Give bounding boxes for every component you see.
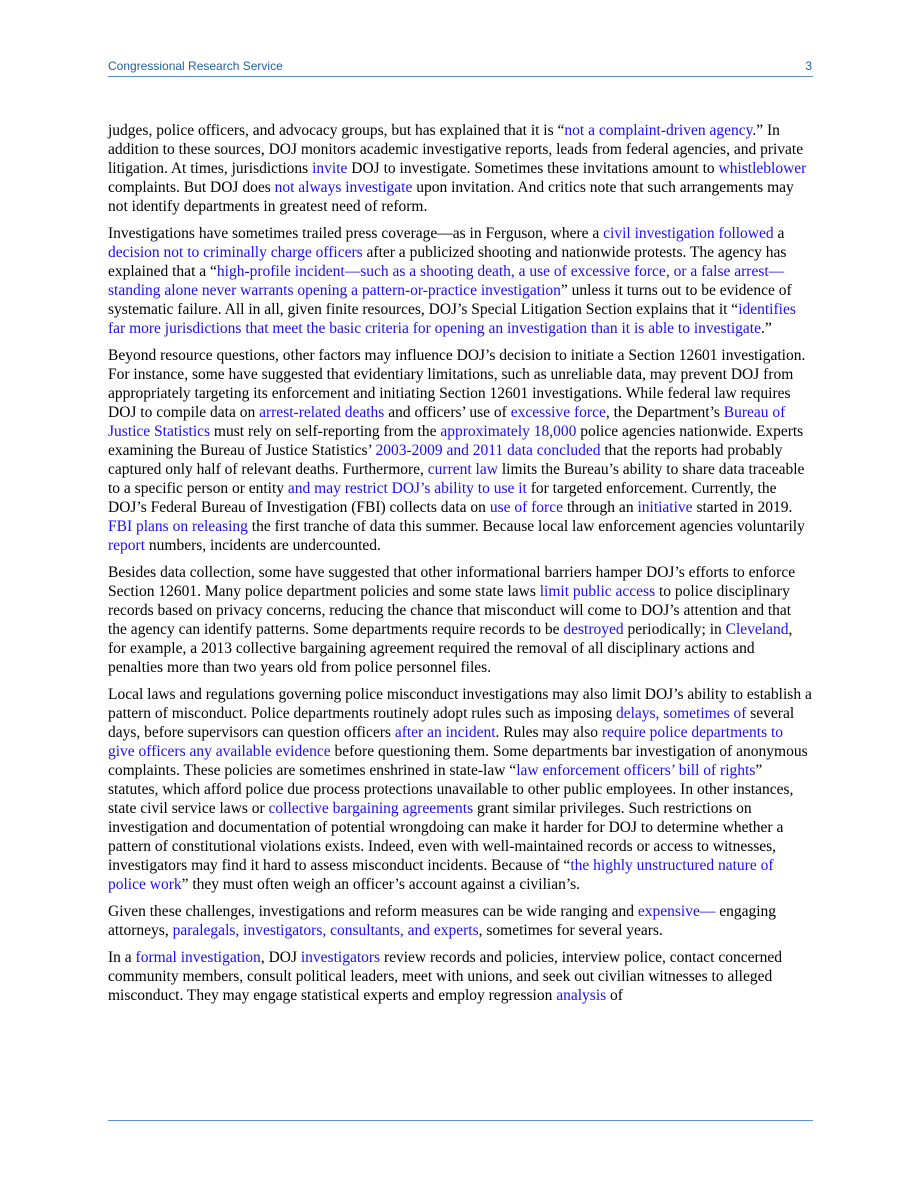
inline-link[interactable]: Cleveland	[725, 621, 789, 638]
page-number: 3	[805, 59, 812, 73]
text-run: engaging attorneys,	[108, 903, 777, 939]
text-run: , sometimes for several years.	[478, 922, 663, 939]
text-run: upon invitation. And critics note that such arrangements may not identify departments in greatest need of reform.	[108, 179, 794, 215]
inline-link[interactable]: FBI plans on releasing	[108, 518, 248, 535]
header-publisher: Congressional Research Service	[108, 59, 283, 73]
text-run: numbers, incidents are undercounted.	[145, 537, 381, 554]
inline-link[interactable]: report	[108, 537, 146, 554]
inline-link[interactable]: whistleblower	[718, 160, 807, 177]
body-paragraph	[108, 902, 813, 940]
text-run: .”	[760, 320, 772, 337]
text-run: before questioning them. Some departments bar investigation of anonymous complaints. These policies are sometimes enshrined in state-law “	[108, 743, 808, 779]
document-body	[108, 121, 813, 1013]
inline-link[interactable]: Bureau of Justice Statistics	[108, 404, 786, 440]
text-run: limits the Bureau’s ability to share data traceable to a specific person or entity	[108, 461, 805, 497]
text-run: and officers’ use of	[384, 404, 511, 421]
inline-link[interactable]: paralegals, investigators, consultants, and experts	[172, 922, 479, 939]
text-run: periodically; in	[623, 621, 726, 638]
text-run: several days, before supervisors can question officers	[108, 705, 795, 741]
text-run: ” unless it turns out to be evidence of systematic failure. All in all, given finite resources, DOJ’s Special Litigation Section explains that it “	[108, 282, 792, 318]
inline-link[interactable]: and may restrict DOJ’s ability to use it	[287, 480, 527, 497]
inline-link[interactable]: approximately 18,000	[440, 423, 577, 440]
inline-link[interactable]: 2003-2009 and 2011 data concluded	[375, 442, 601, 459]
inline-link[interactable]: arrest-related deaths	[259, 404, 385, 421]
inline-link[interactable]: law enforcement officers’ bill of rights	[516, 762, 756, 779]
text-run: for targeted enforcement. Currently, the DOJ’s Federal Bureau of Investigation (FBI) collects data on	[108, 480, 777, 516]
inline-link[interactable]: investigators	[300, 949, 381, 966]
inline-link[interactable]: collective bargaining agreements	[268, 800, 474, 817]
text-run: ” they must often weigh an officer’s account against a civilian’s.	[181, 876, 581, 893]
body-paragraph	[108, 563, 813, 677]
text-run: grant similar privileges. Such restrictions on investigation and documentation of potential wrongdoing can make it harder for DOJ to determine whether a pattern of constitutional violations exists. Indeed, even with well-maintained records or access to witnesses, investigators may find it hard to assess misconduct incidents. Because of “	[108, 800, 784, 874]
text-run: , DOJ	[260, 949, 301, 966]
body-paragraph	[108, 948, 813, 1005]
text-run: , the Department’s	[605, 404, 724, 421]
inline-link[interactable]: excessive force	[510, 404, 606, 421]
text-run: Local laws and regulations governing police misconduct investigations may also limit DOJ’s ability to establish a pattern of misconduct. Police departments routinely adopt rules such as imposing	[108, 686, 812, 722]
inline-link[interactable]: high-profile incident—such as a shooting death, a use of excessive force, or a false arrest—standing alone never warrants opening a pattern-or-practice investigation	[108, 263, 785, 299]
text-run: must rely on self-reporting from the	[210, 423, 441, 440]
text-run: .” In addition to these sources, DOJ monitors academic investigative reports, leads from federal agencies, and private litigation. At times, jurisdictions	[108, 122, 804, 177]
inline-link[interactable]: limit public access	[539, 583, 656, 600]
inline-link[interactable]: current law	[427, 461, 498, 478]
inline-link[interactable]: use of force	[489, 499, 563, 516]
inline-link[interactable]: expensive—	[637, 903, 716, 920]
inline-link[interactable]: initiative	[637, 499, 693, 516]
inline-link[interactable]: delays, sometimes of	[615, 705, 747, 722]
text-run: police agencies nationwide. Experts examining the Bureau of Justice Statistics’	[108, 423, 804, 459]
text-run: after a publicized shooting and nationwide protests. The agency has explained that a “	[108, 244, 787, 280]
body-paragraph	[108, 224, 813, 338]
text-run: complaints. But DOJ does	[108, 179, 275, 196]
body-paragraph	[108, 346, 813, 555]
text-run: In a	[108, 949, 136, 966]
text-run: to police disciplinary records based on privacy concerns, reducing the chance that misconduct will come to DOJ’s attention and that the agency can identify patterns. Some departments require records to be	[108, 583, 792, 638]
inline-link[interactable]: formal investigation	[135, 949, 261, 966]
text-run: Given these challenges, investigations and reform measures can be wide ranging and	[108, 903, 638, 920]
text-run: . Rules may also	[495, 724, 602, 741]
header-divider	[108, 76, 813, 77]
body-paragraph	[108, 121, 813, 216]
inline-link[interactable]: civil investigation followed	[603, 225, 774, 242]
inline-link[interactable]: decision not to criminally charge officers	[108, 244, 363, 261]
text-run: that the reports had probably captured only half of relevant deaths. Furthermore,	[108, 442, 783, 478]
text-run: DOJ to investigate. Sometimes these invitations amount to	[347, 160, 719, 177]
inline-link[interactable]: destroyed	[563, 621, 624, 638]
text-run: of	[606, 987, 623, 1004]
inline-link[interactable]: after an incident	[394, 724, 496, 741]
inline-link[interactable]: analysis	[556, 987, 607, 1004]
inline-link[interactable]: not always investigate	[274, 179, 413, 196]
inline-link[interactable]: identifies far more jurisdictions that meet the basic criteria for opening an investigation than it is able to investigate	[108, 301, 796, 337]
text-run: , for example, a 2013 collective bargaining agreement required the removal of all disciplinary actions and penalties more than two years old from police personnel files.	[108, 621, 793, 676]
inline-link[interactable]: not a complaint-driven agency	[564, 122, 753, 139]
footer-divider	[108, 1120, 813, 1121]
inline-link[interactable]: invite	[312, 160, 348, 177]
text-run: the first tranche of data this summer. Because local law enforcement agencies voluntarily	[247, 518, 805, 535]
text-run: review records and policies, interview police, contact concerned community members, consult political leaders, meet with unions, and seek out civilian witnesses to alleged misconduct. They may engage statistical experts and employ regression	[108, 949, 783, 1004]
body-paragraph	[108, 685, 813, 894]
text-run: judges, police officers, and advocacy groups, but has explained that it is “	[108, 122, 565, 139]
inline-link[interactable]: the highly unstructured nature of police work	[108, 857, 774, 893]
text-run: Beyond resource questions, other factors may influence DOJ’s decision to initiate a Section 12601 investigation. For instance, some have suggested that evidentiary limitations, such as unreliable data, may prevent DOJ from appropriately targeting its enforcement and initiating Section 12601 investigations. While federal law requires DOJ to compile data on	[108, 347, 806, 421]
text-run: ” statutes, which afford police due process protections unavailable to other public employees. In other instances, state civil service laws or	[108, 762, 794, 817]
text-run: a	[773, 225, 785, 242]
text-run: Investigations have sometimes trailed press coverage—as in Ferguson, where a	[108, 225, 604, 242]
inline-link[interactable]: require police departments to give officers any available evidence	[108, 724, 784, 760]
text-run: through an	[562, 499, 638, 516]
text-run: Besides data collection, some have suggested that other informational barriers hamper DOJ’s efforts to enforce Section 12601. Many police department policies and some state laws	[108, 564, 796, 600]
text-run: started in 2019.	[692, 499, 793, 516]
